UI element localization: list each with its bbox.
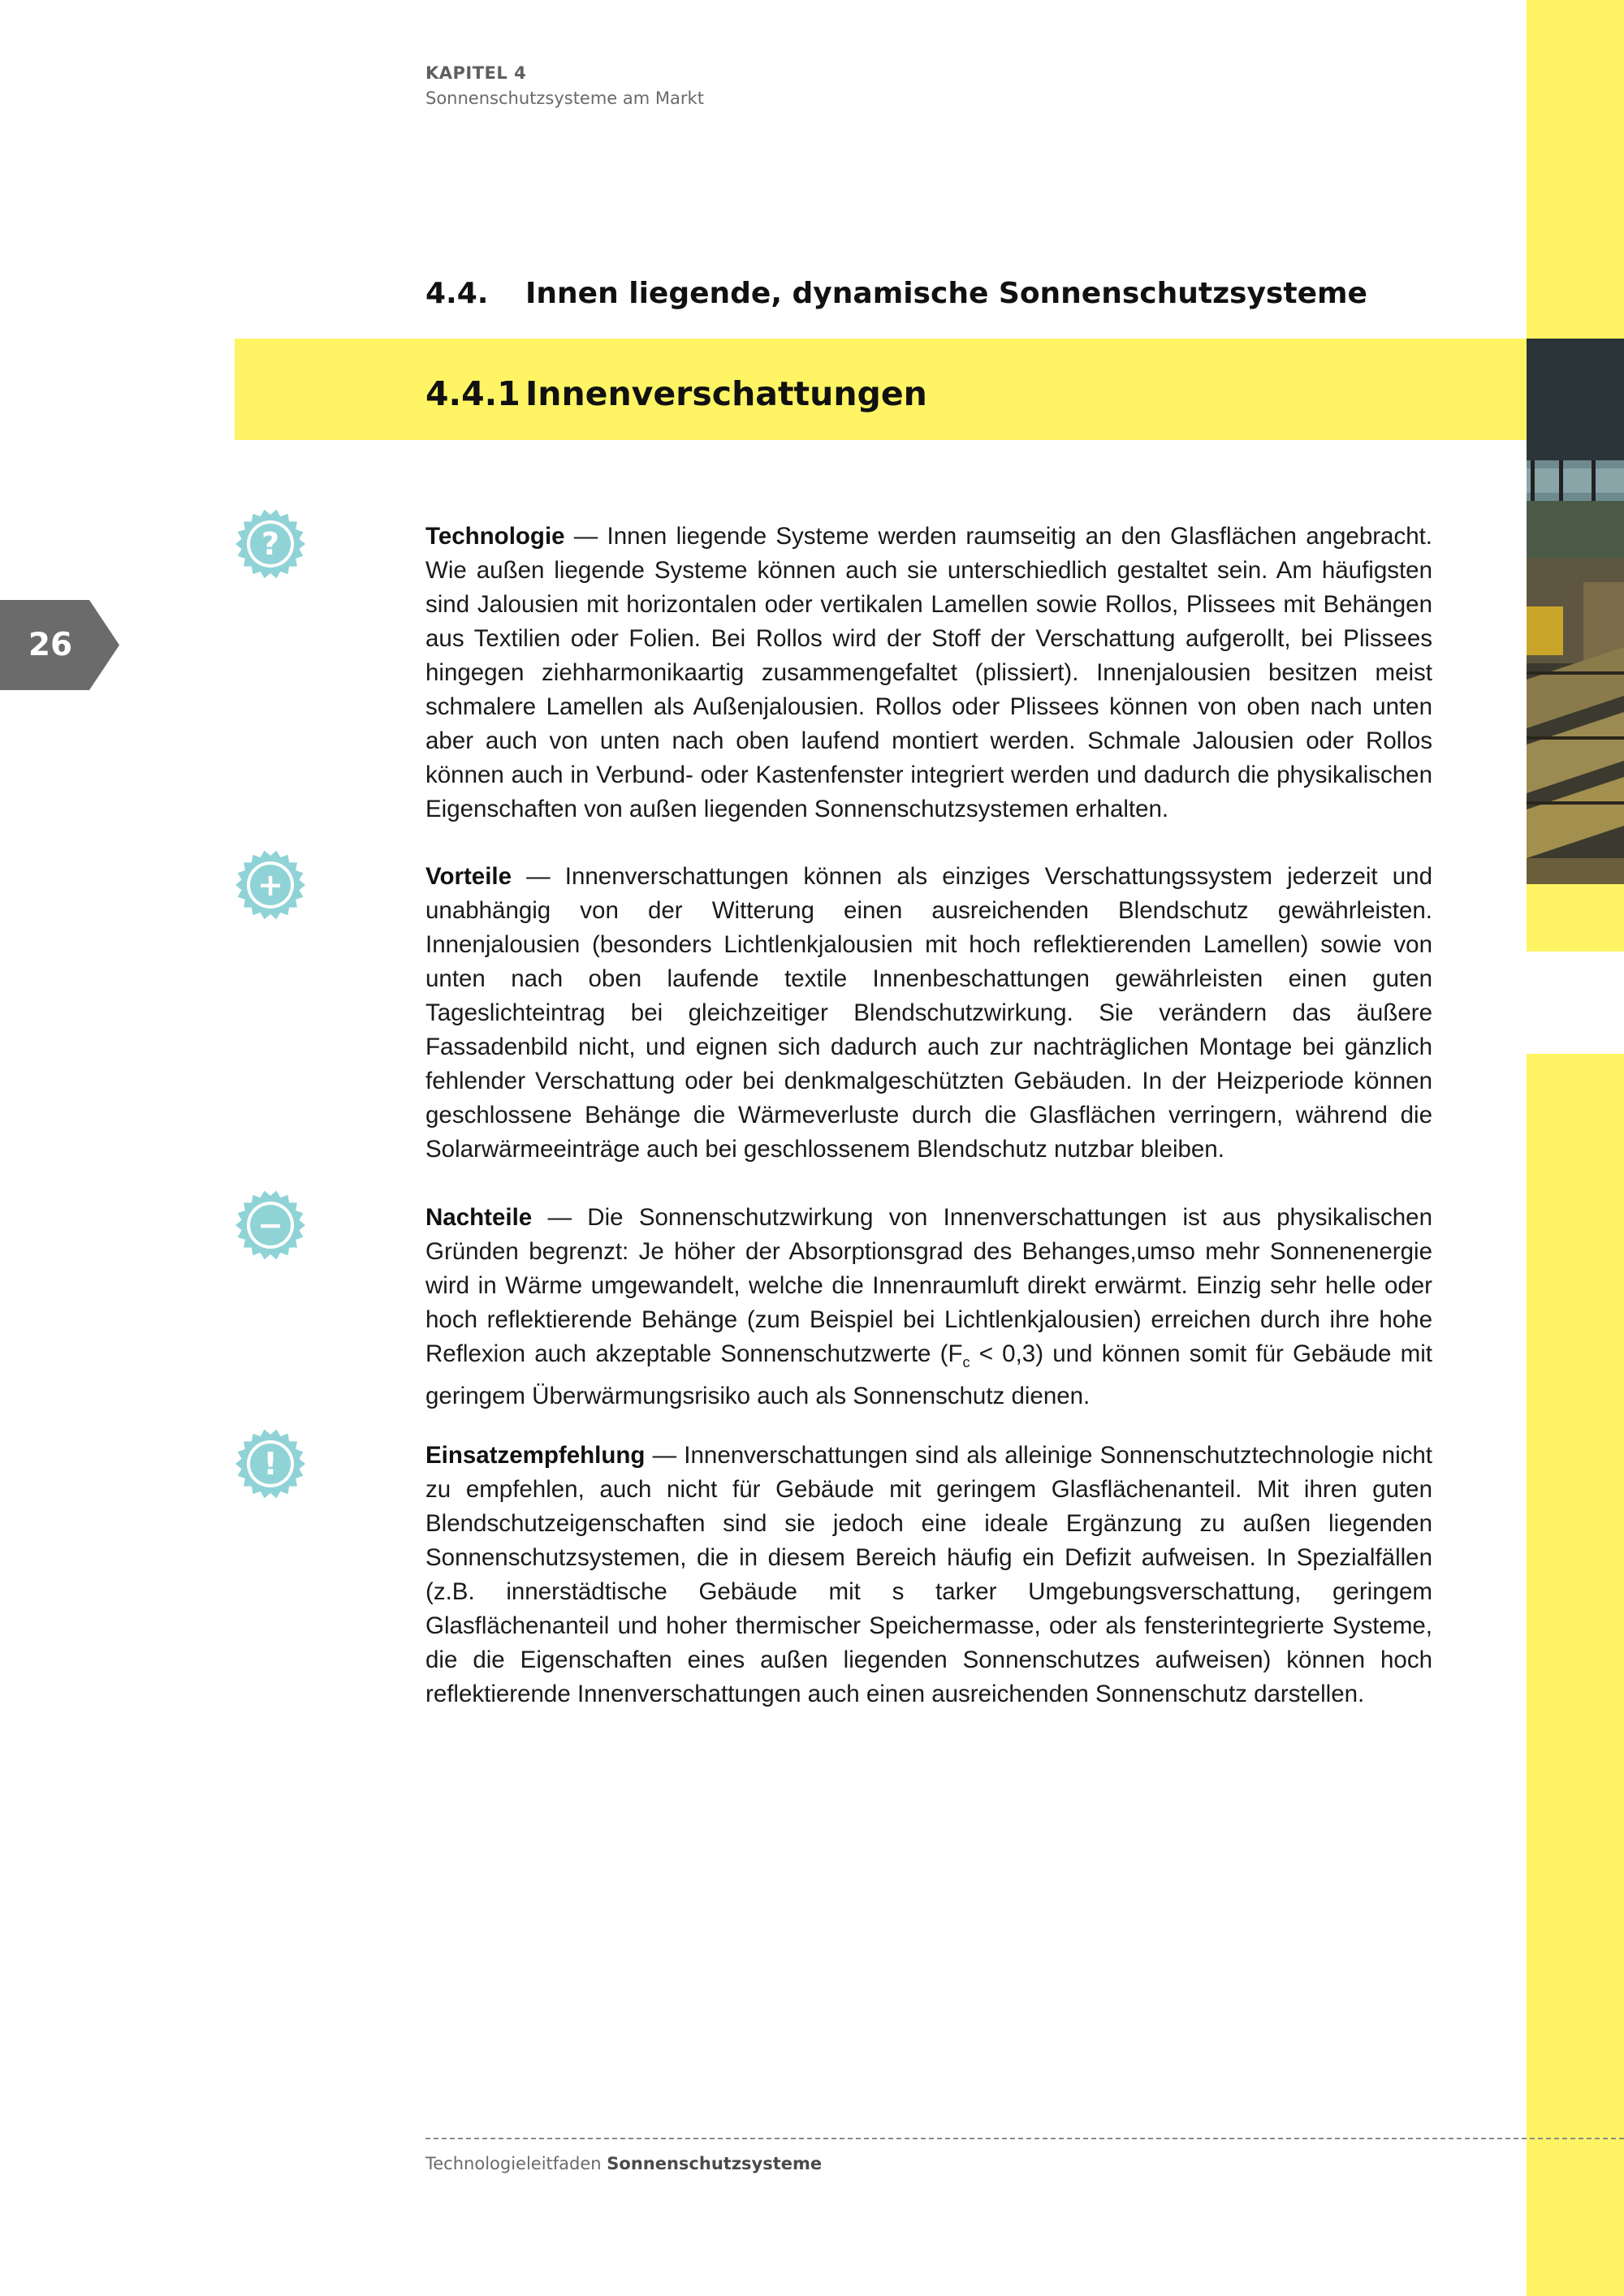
svg-text:−: − — [257, 1207, 283, 1243]
svg-text:!: ! — [263, 1446, 278, 1482]
footer-prefix: Technologieleitfaden — [425, 2154, 607, 2173]
chapter-label: KAPITEL 4 — [425, 63, 527, 83]
section-title: Innen liegende, dynamische Sonnenschutzsysteme — [525, 277, 1367, 310]
footer — [425, 2154, 822, 2173]
text-einsatzempfehlung: — Innenverschattungen sind als alleinige Sonnenschutztechnologie nicht zu empfehlen, auch nicht für Gebäude mit geringem Glasflächenanteil. Mit ihren guten Blendschutzeigenschaften sind sie jedoch eine ideale Ergänzung zu außen liegenden Sonnenschutzsystemen, die in diesem Bereich häufig ein Defizit aufweisen. In Spezialfällen (z.B. innerstädtische Gebäude mit s tarker Umgebungsverschattung, geringem Glasflächenanteil und hoher thermischer Speichermasse, oder als fensterintegrierte Systeme, die die Eigenschaften eines außen liegenden Sonnenschutzes aufweisen) können hoch reflektierende Innenverschattungen auch einen ausreichenden Sonnenschutz darstellen. — [425, 1442, 1432, 1707]
paragraph-technologie — [425, 520, 1432, 826]
minus-gear-icon — [235, 1189, 306, 1261]
subsection-title: Innenverschattungen — [525, 374, 927, 413]
text-vorteile: — Innenverschattungen können als einziges Verschattungssystem jederzeit und unabhängig von der Witterung einen ausreichenden Blendschutz gewährleisten. Innenjalousien (besonders Lichtlenkjalousien mit hoch reflektierenden Lamellen) sowie von unten nach oben laufende textile Innenbeschattungen gewährleisten einen guten Tageslichteintrag bei gleichzeitiger Blendschutzwirkung. Sie verändern das äußere Fassadenbild nicht, und eignen sich dadurch auch zur nachträglichen Montage bei gänzlich fehlender Verschattung oder bei denkmalgeschützten Gebäuden. In der Heizperiode können geschlossene Behänge die Wärmeverluste durch die Glasflächen verringern, während die Solarwärmeeinträge auch bei geschlossenem Blendschutz nutzbar bleiben. — [425, 863, 1432, 1163]
interior-photo — [1527, 339, 1624, 884]
paragraph-einsatzempfehlung — [425, 1439, 1432, 1711]
question-gear-icon — [235, 508, 306, 580]
page-number: 26 — [28, 627, 73, 663]
paragraph-nachteile — [425, 1201, 1432, 1413]
subscript-c: c — [962, 1353, 970, 1370]
text-nachteile-after: < 0,3) und können somit für Gebäude mit geringem Überwärmungsrisiko auch als Sonnenschutz dienen. — [425, 1340, 1432, 1409]
text-technologie: — Innen liegende Systeme werden raumseitig an den Glasflächen angebracht. Wie außen liegende Systeme können auch sie unterschiedlich gestaltet sein. Am häufigsten sind Jalousien mit horizontalen oder vertikalen Lamellen sowie Rollos, Plissees mit Behängen aus Textilien oder Folien. Bei Rollos wird der Stoff der Verschattung aufgerollt, bei Plissees hingegen ziehharmonikaartig zusammengefaltet (plissiert). Innenjalousien besitzen meist schmalere Lamellen als Außenjalousien. Rollos oder Plissees können von oben nach unten aber auch von unten nach oben laufend montiert werden. Schmale Jalousien oder Rollos können auch in Verbund- oder Kastenfenster integriert werden und dadurch die physikalischen Eigenschaften von außen liegenden Sonnenschutzsystemen erhalten. — [425, 523, 1432, 822]
label-technologie: Technologie — [425, 523, 565, 550]
plus-gear-icon — [235, 849, 306, 921]
svg-text:+: + — [257, 867, 283, 903]
footer-title: Sonnenschutzsysteme — [607, 2154, 823, 2173]
label-einsatzempfehlung: Einsatzempfehlung — [425, 1442, 646, 1469]
svg-text:?: ? — [261, 526, 280, 562]
section-number: 4.4. — [425, 277, 489, 310]
label-nachteile: Nachteile — [425, 1204, 533, 1231]
text-nachteile-before: — Die Sonnenschutzwirkung von Innenverschattungen ist aus physikalischen Gründen begrenzt: Je höher der Absorptionsgrad des Behanges,umso mehr Sonnenenergie wird in Wärme umgewandelt, welche die Innenraumluft direkt erwärmt. Einzig sehr helle oder hoch reflektierende Behänge (zum Beispiel bei Lichtlenkjalousien) erreichen durch ihre hohe Reflexion auch akzeptable Sonnenschutzwerte (F — [425, 1204, 1432, 1367]
subsection-number: 4.4.1 — [425, 374, 520, 413]
side-accent-strip-bottom — [1527, 1054, 1624, 2296]
paragraph-vorteile — [425, 860, 1432, 1167]
chapter-subtitle: Sonnenschutzsysteme am Markt — [425, 88, 704, 108]
footer-divider — [425, 2138, 1624, 2139]
label-vorteile: Vorteile — [425, 863, 512, 890]
exclamation-gear-icon — [235, 1428, 306, 1500]
